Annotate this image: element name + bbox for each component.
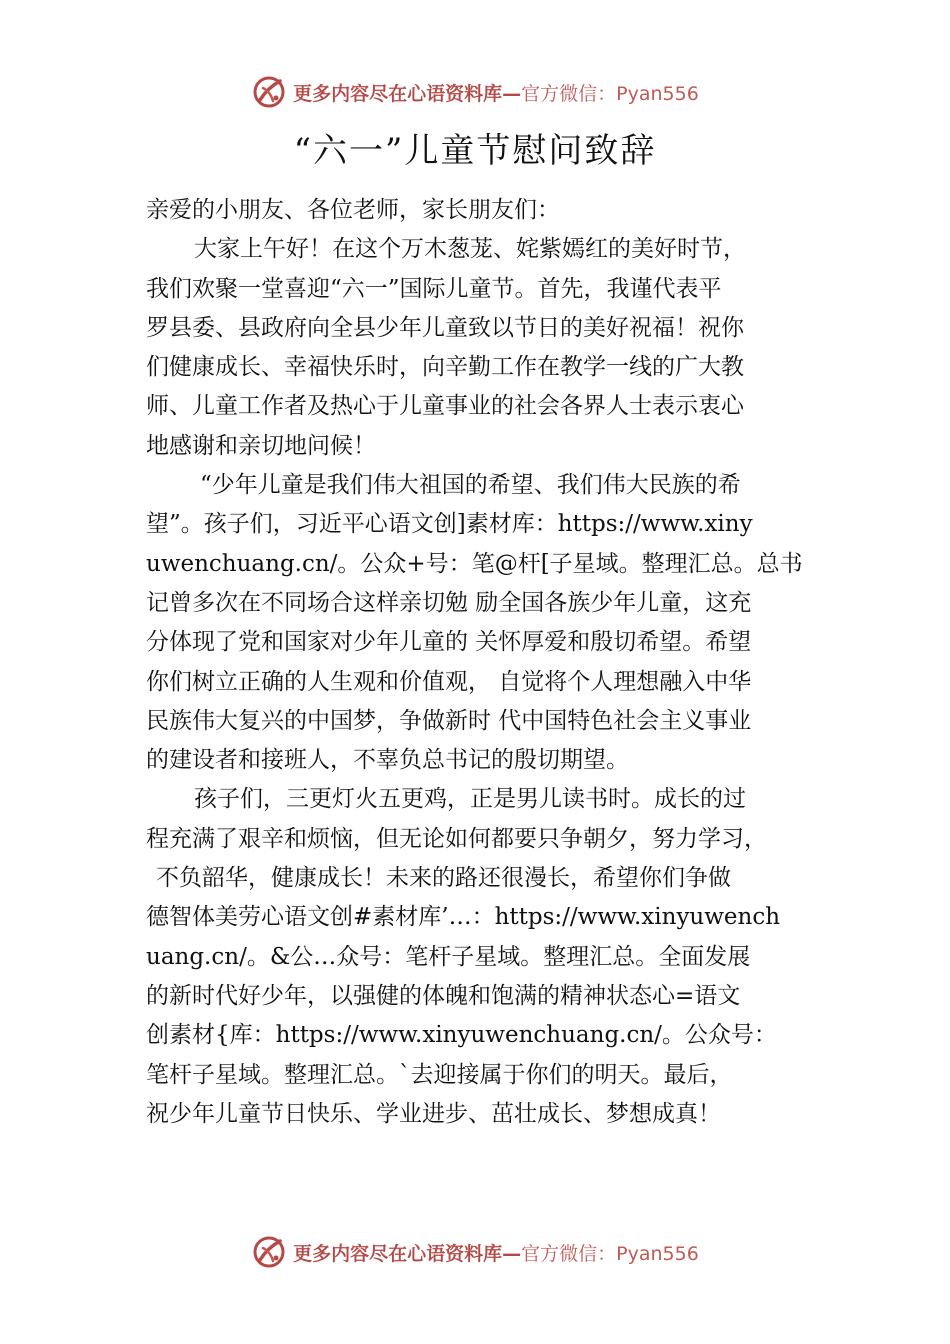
- paragraph-line: 程充满了艰辛和烦恼，但无论如何都要只争朝夕，努力学习，: [146, 825, 767, 852]
- paragraph-line: 望”。孩子们，习近平心语文创]素材库：https://www.xiny: [146, 511, 753, 538]
- header-banner: [0, 70, 950, 114]
- salutation-line: 亲爱的小朋友、各位老师，家长朋友们：: [146, 197, 560, 223]
- paragraph-line: 民族伟大复兴的中国梦，争做新时 代中国特色社会主义事业: [146, 707, 752, 734]
- paragraph-line: 孩子们，三更灯火五更鸡，正是男儿读书时。成长的过: [194, 786, 746, 813]
- paragraph-line: 们健康成长、幸福快乐时，向辛勤工作在教学一线的广大教: [146, 354, 744, 381]
- paragraph-line: 师、儿童工作者及热心于儿童事业的社会各界人士表示衷心: [146, 393, 744, 420]
- page-title: “六一”儿童节慰问致辞: [293, 131, 657, 171]
- footer-banner: [0, 1230, 950, 1274]
- paragraph-line: 分体现了党和国家对少年儿童的 关怀厚爱和殷切希望。希望: [146, 629, 752, 656]
- paragraph-line: 记曾多次在不同场合这样亲切勉 励全国各族少年儿童，这充: [146, 589, 752, 616]
- header-banner-main: 更多内容尽在心语资料库—: [293, 82, 522, 105]
- footer-banner-wechat: 官方微信：Pyan556: [521, 1242, 699, 1265]
- paragraph-line: 我们欢聚一堂喜迎“六一”国际儿童节。首先，我谨代表平: [146, 275, 722, 302]
- paragraph-line: 罗县委、县政府向全县少年儿童致以节日的美好祝福！祝你: [146, 314, 744, 341]
- paragraph-line: 的新时代好少年，以强健的体魄和饱满的精神状态心=语文: [146, 982, 741, 1009]
- header-banner-inner: [251, 74, 699, 110]
- paragraph-line: 大家上午好！在这个万木葱茏、姹紫嫣红的美好时节，: [194, 236, 746, 263]
- paragraph-line: 创素材{库：https://www.xinyuwenchuang.cn/。公众号：: [146, 1022, 777, 1049]
- paragraph-line: 祝少年儿童节日快乐、学业进步、茁壮成长、梦想成真！: [146, 1100, 721, 1127]
- brush-logo-icon: [251, 1234, 287, 1270]
- document-body: [146, 191, 836, 1134]
- footer-banner-main: 更多内容尽在心语资料库—: [293, 1242, 522, 1265]
- footer-banner-inner: [251, 1234, 699, 1270]
- footer-banner-text: [293, 1239, 699, 1266]
- header-banner-wechat: 官方微信：Pyan556: [521, 82, 699, 105]
- paragraph-line: 笔杆子星域。整理汇总。`去迎接属于你们的明天。最后，: [146, 1061, 733, 1088]
- header-banner-text: [293, 79, 699, 106]
- paragraph-line: uwenchuang.cn/。公众+号：笔@杆[子星域。整理汇总。总书: [146, 550, 803, 577]
- brush-logo-icon: [251, 74, 287, 110]
- paragraph-line: 德智体美劳心语文创#素材库’…：https://www.xinyuwench: [146, 904, 781, 931]
- paragraph-line: 你们树立正确的人生观和价值观， 自觉将个人理想融入中华: [146, 668, 752, 695]
- paragraph-line: 不负韶华，健康成长！未来的路还很漫长，希望你们争做: [156, 865, 731, 892]
- paragraph-line: 地感谢和亲切地问候！: [146, 432, 376, 459]
- paragraph-line: “少年儿童是我们伟大祖国的希望、我们伟大民族的希: [200, 472, 741, 499]
- paragraph-line: 的建设者和接班人，不辜负总书记的殷切期望。: [146, 747, 629, 774]
- paragraph-line: uang.cn/。&公…众号：笔杆子星域。整理汇总。全面发展: [146, 943, 751, 970]
